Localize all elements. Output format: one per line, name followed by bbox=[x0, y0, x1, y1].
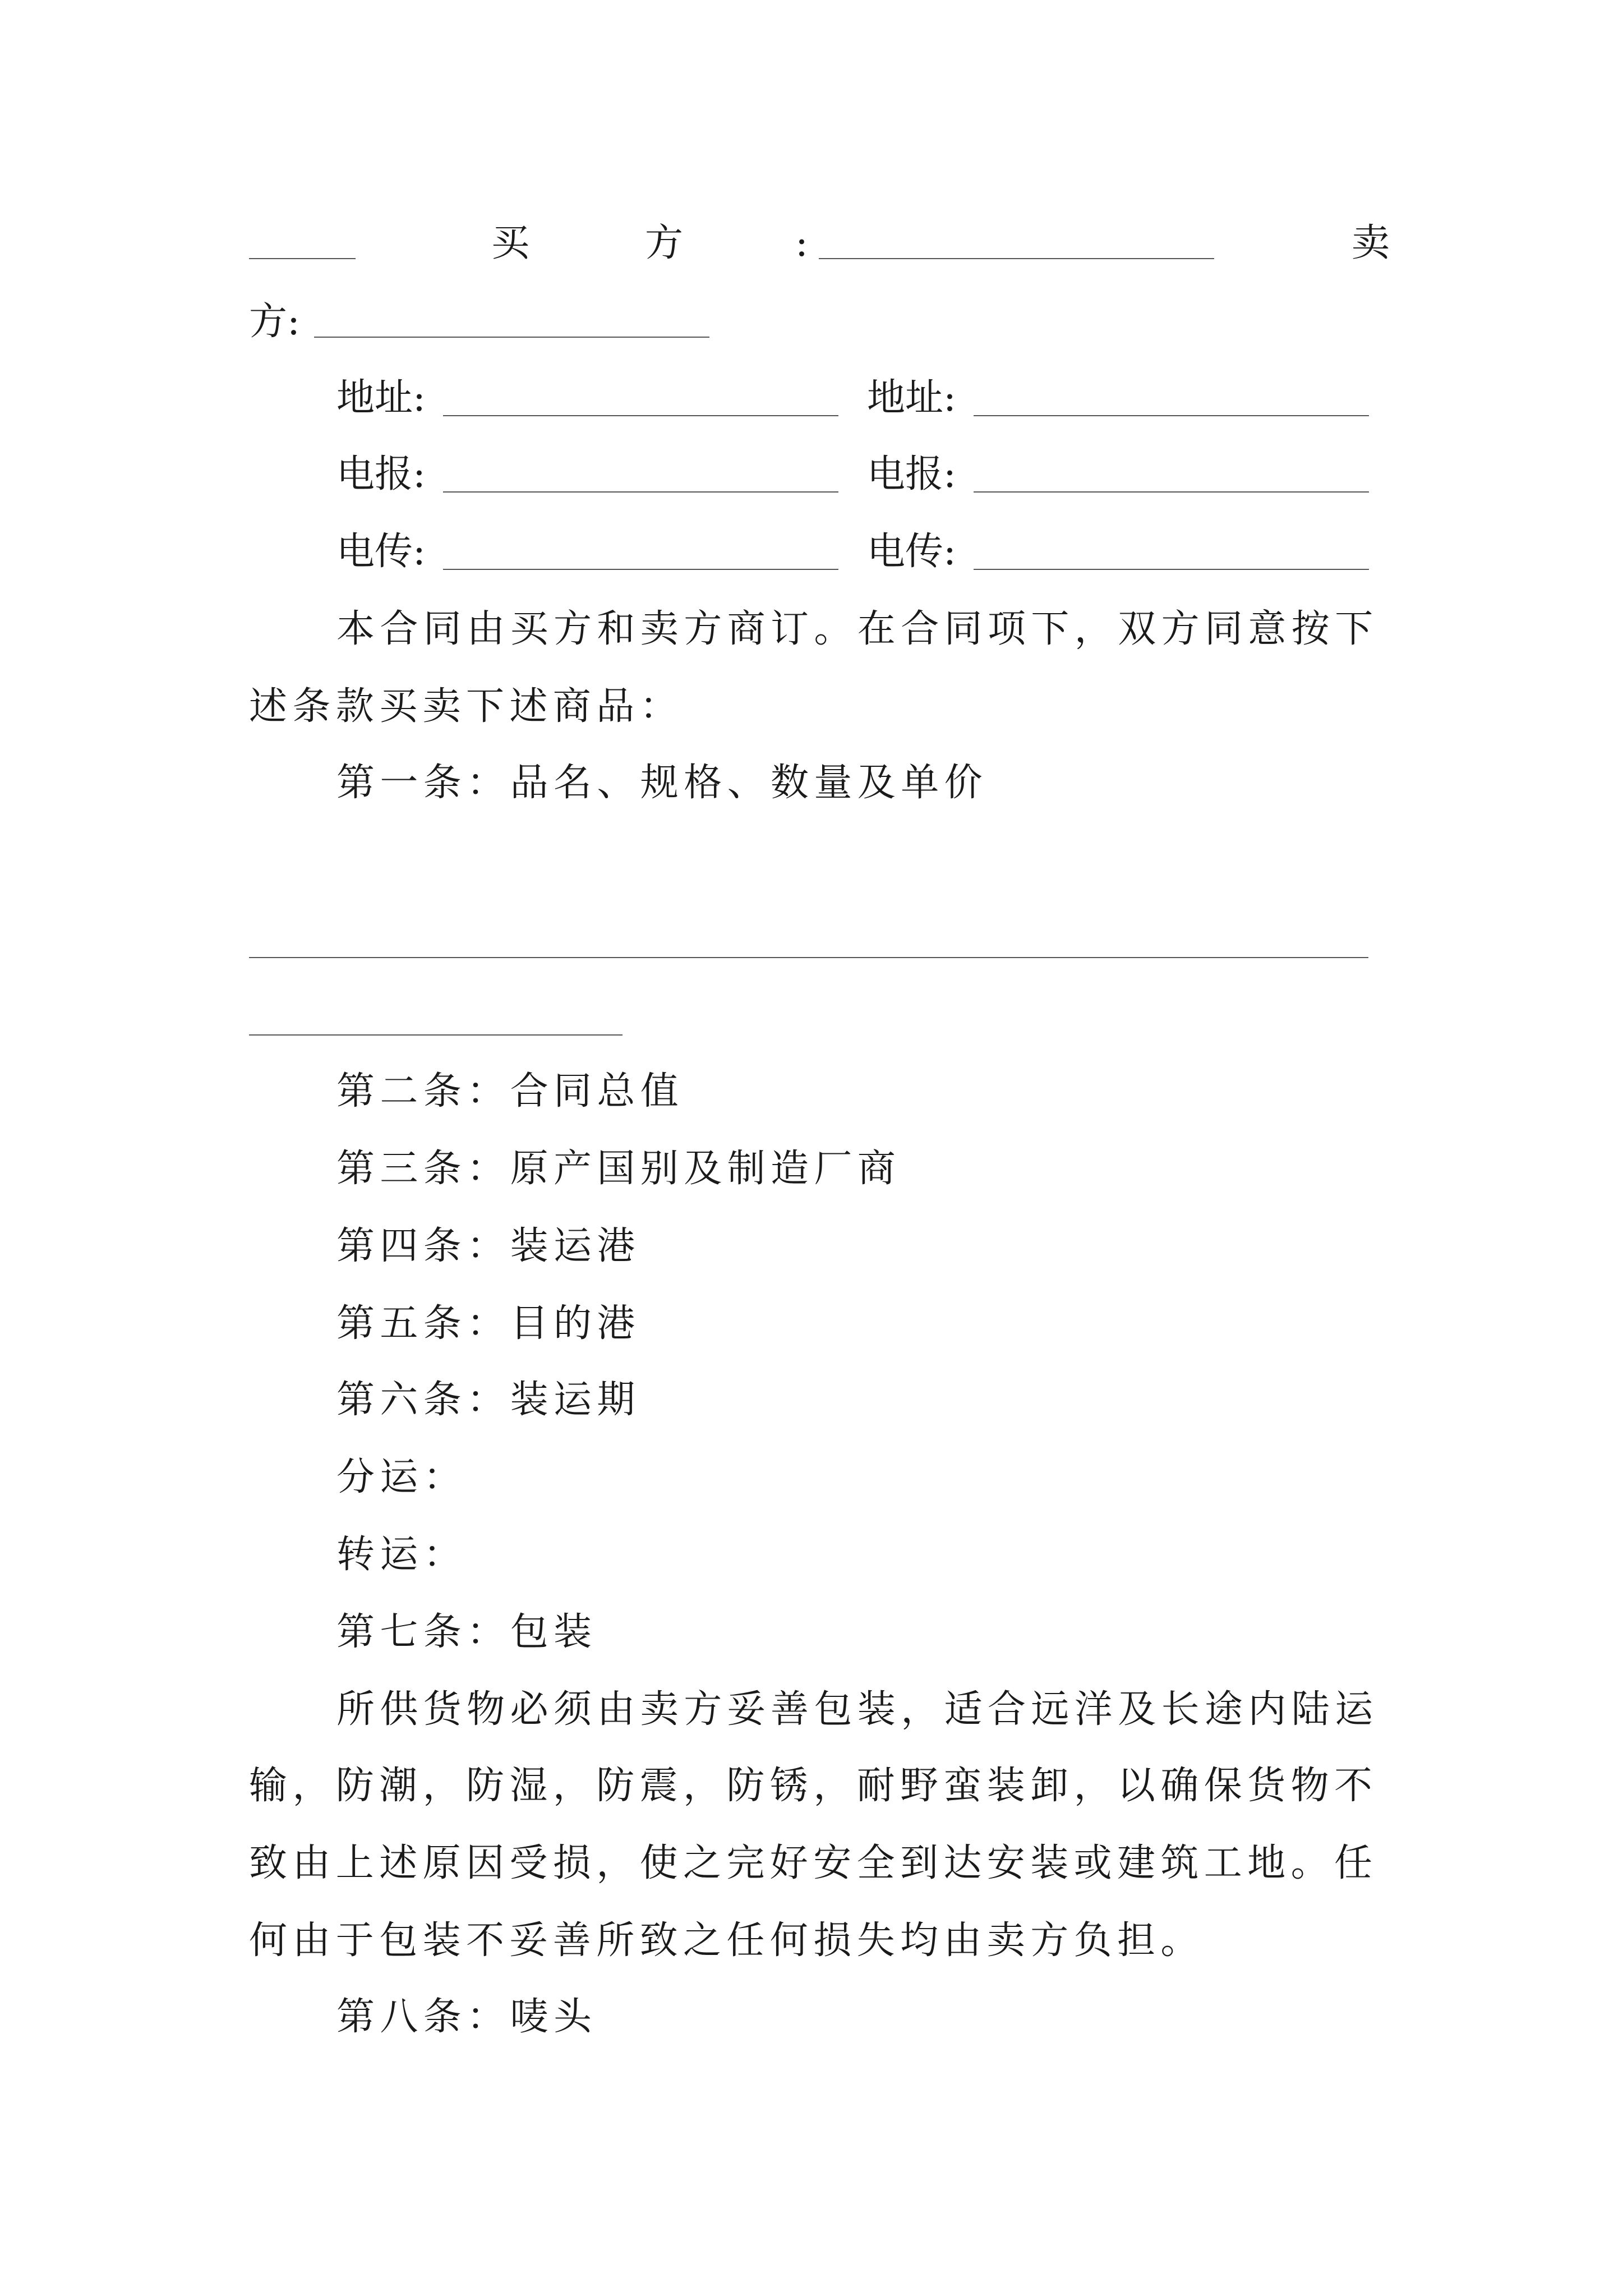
buyer-telegram-field[interactable] bbox=[443, 491, 838, 493]
seller-name-field[interactable] bbox=[314, 337, 709, 338]
intro-line-2: 述条款买卖下述商品： bbox=[249, 684, 684, 729]
buyer-label-char-1: 买 bbox=[491, 221, 530, 265]
buyer-fax-field[interactable] bbox=[443, 569, 838, 570]
partial-shipment-label: 分运： bbox=[336, 1455, 467, 1499]
article-8-title: 第八条：唛头 bbox=[336, 1995, 597, 2039]
buyer-address-label: 地址: bbox=[336, 376, 426, 420]
packing-line-2: 输，防潮，防湿，防震，防锈，耐野蛮装卸，以确保货物不 bbox=[249, 1764, 1378, 1808]
seller-address-label: 地址: bbox=[867, 376, 956, 420]
seller-fax-field[interactable] bbox=[974, 569, 1369, 570]
buyer-label-char-2: 方 bbox=[645, 221, 684, 265]
seller-label-first: 卖 bbox=[1352, 221, 1390, 265]
seller-address-field[interactable] bbox=[974, 415, 1369, 416]
packing-line-1: 所供货物必须由卖方妥善包装，适合远洋及长途内陆运 bbox=[336, 1687, 1378, 1732]
article-4-title: 第四条：装运港 bbox=[336, 1224, 640, 1268]
seller-fax-label: 电传: bbox=[867, 530, 956, 574]
buyer-fax-label: 电传: bbox=[336, 530, 426, 574]
seller-telegram-label: 电报: bbox=[867, 452, 956, 496]
article-1-field-line-1[interactable] bbox=[249, 957, 1368, 958]
buyer-label-char-3: : bbox=[795, 221, 808, 265]
buyer-telegram-label: 电报: bbox=[336, 452, 426, 496]
transshipment-label: 转运： bbox=[336, 1533, 467, 1577]
blank-line-leading bbox=[249, 258, 356, 259]
article-7-title: 第七条：包装 bbox=[336, 1610, 597, 1654]
seller-label-rest: 方: bbox=[249, 300, 300, 344]
article-1-title: 第一条：品名、规格、数量及单价 bbox=[336, 761, 988, 805]
intro-line-1: 本合同由买方和卖方商订。在合同项下，双方同意按下 bbox=[336, 607, 1378, 651]
buyer-name-field[interactable] bbox=[819, 258, 1214, 259]
article-1-field-line-2[interactable] bbox=[249, 1034, 623, 1036]
seller-telegram-field[interactable] bbox=[974, 491, 1369, 493]
article-3-title: 第三条：原产国别及制造厂商 bbox=[336, 1147, 901, 1191]
packing-line-4: 何由于包装不妥善所致之任何损失均由卖方负担。 bbox=[249, 1918, 1204, 1963]
article-5-title: 第五条：目的港 bbox=[336, 1301, 640, 1346]
article-6-title: 第六条：装运期 bbox=[336, 1378, 640, 1422]
buyer-address-field[interactable] bbox=[443, 415, 838, 416]
packing-line-3: 致由上述原因受损，使之完好安全到达安装或建筑工地。任 bbox=[249, 1841, 1378, 1885]
article-2-title: 第二条：合同总值 bbox=[336, 1069, 684, 1114]
